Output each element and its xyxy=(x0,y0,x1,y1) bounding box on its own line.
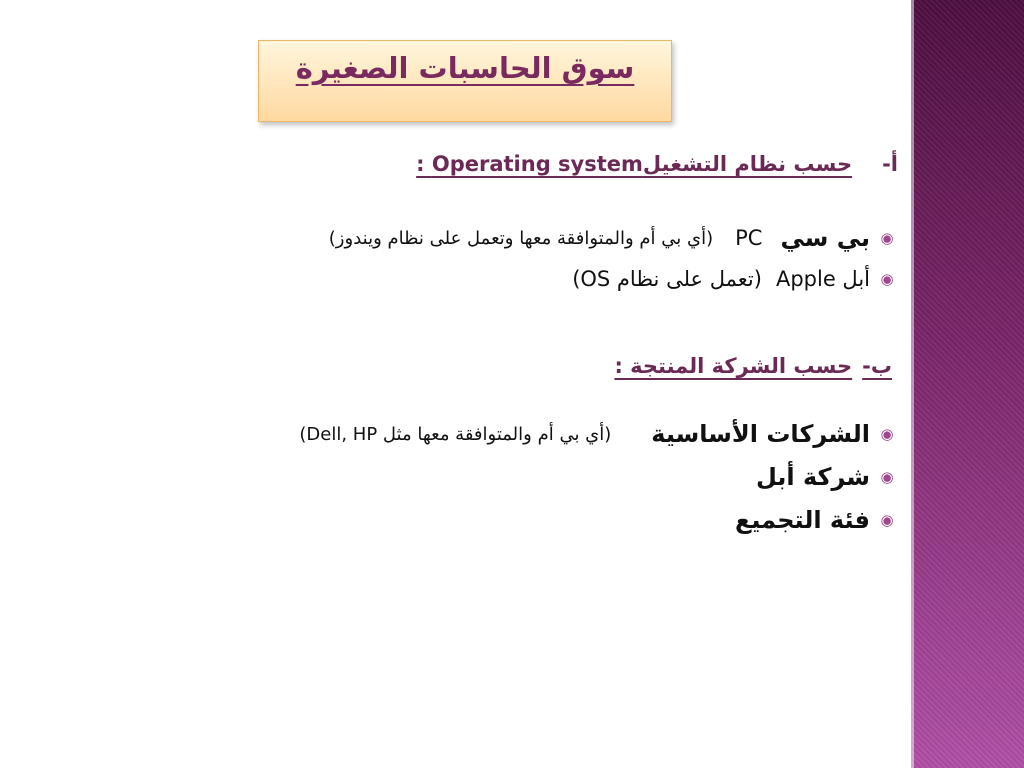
item-term: فئة التجميع xyxy=(734,506,870,534)
title-box xyxy=(258,40,672,122)
list-item xyxy=(572,267,898,291)
section-a-heading xyxy=(416,152,898,176)
list-item xyxy=(735,506,898,534)
list-item xyxy=(299,420,898,448)
item-term-extra: PC xyxy=(735,226,763,250)
item-term: أبل Apple xyxy=(775,267,870,291)
decorative-side-band xyxy=(911,0,1024,768)
slide-title: سوق الحاسبات الصغيرة xyxy=(295,51,635,85)
section-b-heading xyxy=(614,354,892,378)
item-note: (أي بي أم والمتوافقة معها وتعمل على نظام ويندوز) xyxy=(328,227,714,249)
item-term: شركة أبل xyxy=(755,463,870,491)
section-a-letter: أ- xyxy=(882,152,898,176)
section-b-heading-text: حسب الشركة المنتجة : xyxy=(614,354,853,378)
section-a-heading-text: حسب نظام التشغيلOperating system : xyxy=(416,152,853,176)
section-b-letter: ب- xyxy=(862,354,892,378)
item-term: الشركات الأساسية xyxy=(651,420,870,448)
item-term: بي سي xyxy=(780,224,870,252)
item-note: (أي بي أم والمتوافقة معها مثل Dell, HP) xyxy=(299,423,612,445)
circle-dot-bullet-icon: ◉ xyxy=(880,425,894,443)
circle-dot-bullet-icon: ◉ xyxy=(880,229,894,247)
list-item xyxy=(329,224,898,252)
item-note: (تعمل على نظام OS) xyxy=(572,267,762,291)
circle-dot-bullet-icon: ◉ xyxy=(880,468,894,486)
list-item xyxy=(756,463,898,491)
circle-dot-bullet-icon: ◉ xyxy=(880,270,894,288)
circle-dot-bullet-icon: ◉ xyxy=(880,511,894,529)
